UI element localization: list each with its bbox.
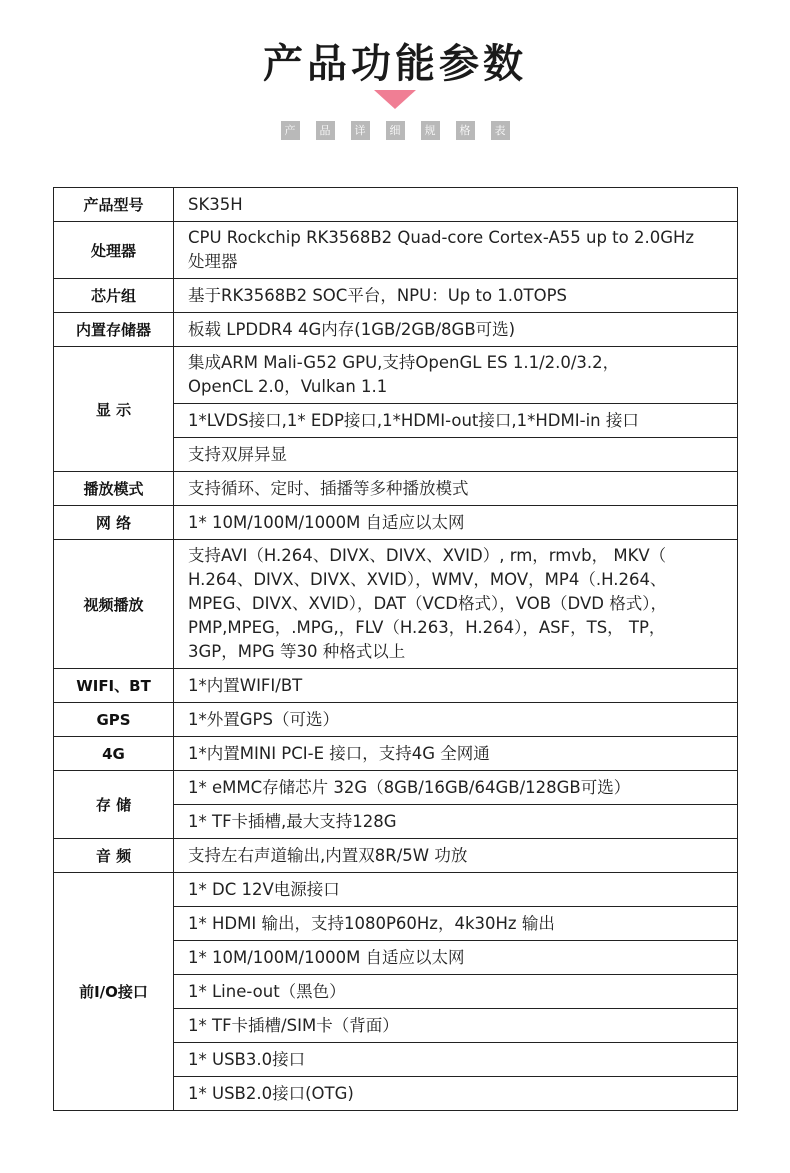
subtitle — [0, 121, 790, 140]
row-label: 网 络 — [54, 506, 174, 540]
row-label: 视频播放 — [54, 540, 174, 669]
row-value: 1*内置MINI PCI-E 接口，支持4G 全网通 — [174, 737, 738, 771]
row-label: 处理器 — [54, 222, 174, 279]
subtitle-char: 表 — [491, 121, 510, 140]
row-label: 播放模式 — [54, 472, 174, 506]
row-value: 支持循环、定时、插播等多种播放模式 — [174, 472, 738, 506]
row-value: 基于RK3568B2 SOC平台，NPU：Up to 1.0TOPS — [174, 279, 738, 313]
row-value: 支持AVI（H.264、DIVX、DIVX、XVID）, rm，rmvb， MKV（ H.264、DIVX、DIVX、XVID），WMV，MOV，MP4（.H.264、 MPEG、DIVX、XVID），DAT（VCD格式），VOB（DVD 格式）， PMP,MPEG，.MPG,，FLV（H.263，H.264），ASF，TS， TP， 3GP，MPG 等30 种格式以上 — [174, 540, 738, 669]
row-label: 存 储 — [54, 771, 174, 839]
table-row — [54, 472, 738, 506]
subtitle-char: 品 — [316, 121, 335, 140]
subtitle-char: 格 — [456, 121, 475, 140]
table-row — [54, 313, 738, 347]
table-row — [54, 771, 738, 805]
row-value: 板载 LPDDR4 4G内存(1GB/2GB/8GB可选) — [174, 313, 738, 347]
spec-table — [53, 187, 738, 1111]
table-row — [54, 839, 738, 873]
table-row — [54, 347, 738, 404]
row-value: 1* USB2.0接口(OTG) — [174, 1077, 738, 1111]
row-label: 音 频 — [54, 839, 174, 873]
row-label: 4G — [54, 737, 174, 771]
row-value: 1*LVDS接口,1* EDP接口,1*HDMI-out接口,1*HDMI-in 接口 — [174, 404, 738, 438]
subtitle-char: 产 — [281, 121, 300, 140]
table-row — [54, 737, 738, 771]
row-value: CPU Rockchip RK3568B2 Quad-core Cortex-A55 up to 2.0GHz 处理器 — [174, 222, 738, 279]
row-value: 支持双屏异显 — [174, 438, 738, 472]
row-label: WIFI、BT — [54, 669, 174, 703]
row-label: 前I/O接口 — [54, 873, 174, 1111]
row-value: 1* 10M/100M/1000M 自适应以太网 — [174, 506, 738, 540]
table-row — [54, 703, 738, 737]
row-value: 1* 10M/100M/1000M 自适应以太网 — [174, 941, 738, 975]
table-row — [54, 279, 738, 313]
table-row — [54, 669, 738, 703]
row-value: 支持左右声道输出,内置双8R/5W 功放 — [174, 839, 738, 873]
subtitle-char: 规 — [421, 121, 440, 140]
row-value: 1* HDMI 输出，支持1080P60Hz，4k30Hz 输出 — [174, 907, 738, 941]
row-value: SK35H — [174, 188, 738, 222]
row-value: 1* eMMC存储芯片 32G（8GB/16GB/64GB/128GB可选） — [174, 771, 738, 805]
subtitle-char: 详 — [351, 121, 370, 140]
table-row — [54, 222, 738, 279]
row-value: 1* TF卡插槽/SIM卡（背面） — [174, 1009, 738, 1043]
row-label: 显 示 — [54, 347, 174, 472]
row-value: 1*内置WIFI/BT — [174, 669, 738, 703]
row-value: 1* USB3.0接口 — [174, 1043, 738, 1077]
row-label: GPS — [54, 703, 174, 737]
row-value: 1* Line-out（黑色） — [174, 975, 738, 1009]
table-row — [54, 188, 738, 222]
subtitle-char: 细 — [386, 121, 405, 140]
row-label: 产品型号 — [54, 188, 174, 222]
row-value: 1* DC 12V电源接口 — [174, 873, 738, 907]
chevron-down-icon — [374, 90, 416, 109]
row-value: 1*外置GPS（可选） — [174, 703, 738, 737]
title-divider — [0, 87, 790, 111]
table-row — [54, 873, 738, 907]
table-row — [54, 506, 738, 540]
table-row — [54, 540, 738, 669]
page-title: 产品功能参数 — [263, 41, 527, 87]
row-label: 内置存储器 — [54, 313, 174, 347]
row-label: 芯片组 — [54, 279, 174, 313]
row-value: 1* TF卡插槽,最大支持128G — [174, 805, 738, 839]
row-value: 集成ARM Mali-G52 GPU,支持OpenGL ES 1.1/2.0/3.2， OpenCL 2.0，Vulkan 1.1 — [174, 347, 738, 404]
